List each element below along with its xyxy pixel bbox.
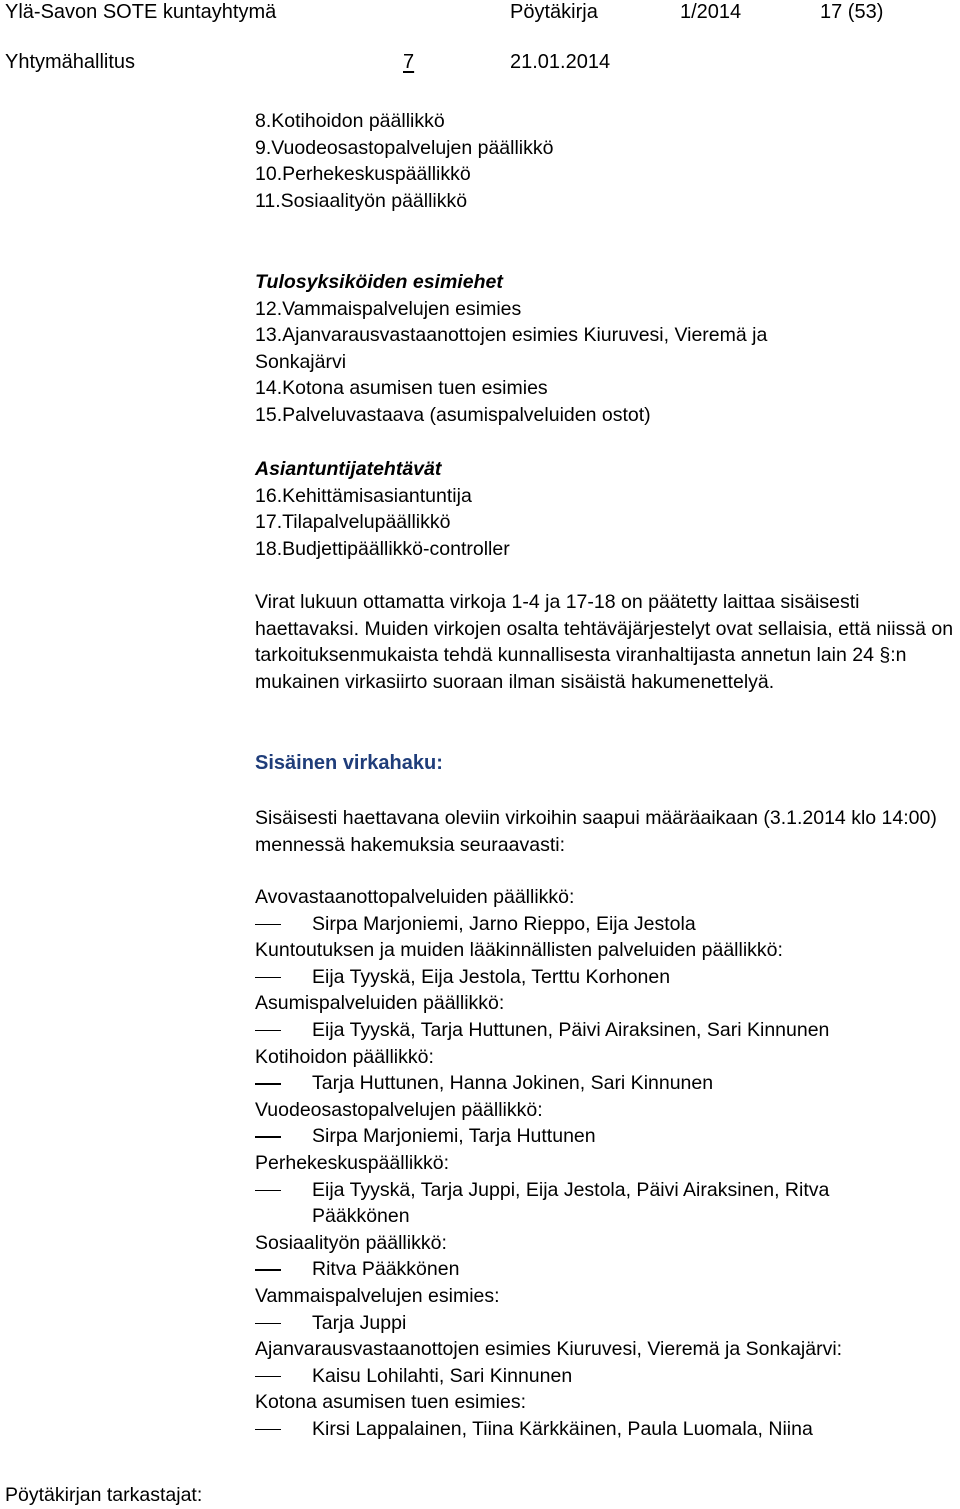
applications-intro: Sisäisesti haettavana oleviin virkoihin saapui määräaikaan (3.1.2014 klo 14:00) mennessä hakemuksia seuraavasti:: [255, 807, 937, 856]
list-item: Sonkajärvi: [255, 350, 347, 373]
minutes-inspectors-label: Pöytäkirjan tarkastajat:: [5, 1484, 203, 1506]
applicants-list: [255, 884, 955, 1442]
applicant-names: Eija Tyyskä, Tarja Huttunen, Päivi Airaksinen, Sari Kinnunen: [255, 1017, 955, 1044]
governing-body: Yhtymähallitus: [5, 51, 136, 73]
page-number: 17 (53): [820, 1, 884, 23]
list-item: 8.Kotihoidon päällikkö: [255, 110, 445, 132]
unit-managers-list: [255, 269, 955, 429]
applicant-names: Sirpa Marjoniemi, Jarno Rieppo, Eija Jestola: [255, 911, 955, 938]
applicant-names: Ritva Pääkkönen: [255, 1256, 955, 1283]
applicant-role: Kuntoutuksen ja muiden lääkinnällisten palveluiden päällikkö:: [255, 939, 783, 962]
list-top: [255, 108, 955, 214]
list-item: 10.Perhekeskuspäällikkö: [255, 163, 471, 186]
list-item: 11.Sosiaalityön päällikkö: [255, 189, 468, 212]
list-item: 14.Kotona asumisen tuen esimies: [255, 377, 548, 400]
document-type: Pöytäkirja: [510, 1, 598, 23]
applicant-role: Vuodeosastopalvelujen päällikkö:: [255, 1098, 543, 1121]
applicant-names: Kirsi Lappalainen, Tiina Kärkkäinen, Paula Luomala, Niina: [255, 1416, 955, 1443]
dash-bullet: [255, 1269, 281, 1271]
list-item: 12.Vammaispalvelujen esimies: [255, 297, 522, 320]
dash-bullet: [255, 1376, 281, 1378]
applicant-role: Vammaispalvelujen esimies:: [255, 1284, 500, 1307]
applicant-role: Sosiaalityön päällikkö:: [255, 1231, 447, 1254]
list-item: 13.Ajanvarausvastaanottojen esimies Kiuruvesi, Vieremä ja: [255, 324, 768, 347]
decision-paragraph: Virat lukuun ottamatta virkoja 1-4 ja 17-18 on päätetty laittaa sisäisesti haettavaksi. Muiden virkojen osalta tehtäväjärjestelyt ovat sellaisia, että niissä on tarkoituksenmukaista tehdä kunnallisesta viranhaltijasta annetun lain 24 §:n mukainen virkasiirto suoraan ilman sisäistä hakumenettelyä.: [255, 591, 954, 693]
applicant-names: Tarja Juppi: [255, 1310, 955, 1337]
dash-bullet: [255, 1136, 281, 1138]
list-item: 17.Tilapalvelupäällikkö: [255, 511, 451, 534]
section-title: Sisäinen virkahaku:: [255, 752, 443, 774]
applicant-names: Kaisu Lohilahti, Sari Kinnunen: [255, 1363, 955, 1390]
list-item: 16.Kehittämisasiantuntija: [255, 484, 472, 507]
list-item: 15.Palveluvastaava (asumispalveluiden ostot): [255, 403, 651, 426]
applicant-role: Kotona asumisen tuen esimies:: [255, 1391, 526, 1414]
dash-bullet: [255, 1083, 281, 1085]
dash-bullet: [255, 1323, 281, 1325]
document-number: 1/2014: [680, 1, 742, 23]
applicant-role: Ajanvarausvastaanottojen esimies Kiuruvesi, Vieremä ja Sonkajärvi:: [255, 1338, 843, 1361]
dash-bullet: [255, 1030, 281, 1032]
applicant-names: Eija Tyyskä, Tarja Juppi, Eija Jestola, Päivi Airaksinen, Ritva Pääkkönen: [255, 1177, 912, 1230]
dash-bullet: [255, 1429, 281, 1431]
expert-roles-list: [255, 456, 955, 562]
applicant-names: Tarja Huttunen, Hanna Jokinen, Sari Kinnunen: [255, 1070, 955, 1097]
applicant-role: Avovastaanottopalveluiden päällikkö:: [255, 886, 575, 908]
dash-bullet: [255, 924, 281, 926]
expert-roles-heading: Asiantuntijatehtävät: [255, 458, 442, 480]
dash-bullet: [255, 977, 281, 979]
unit-managers-heading: Tulosyksiköiden esimiehet: [255, 271, 503, 293]
applicant-role: Kotihoidon päällikkö:: [255, 1045, 434, 1068]
dash-bullet: [255, 1190, 281, 1192]
applicant-names: Eija Tyyskä, Eija Jestola, Terttu Korhonen: [255, 964, 955, 991]
list-item: 9.Vuodeosastopalvelujen päällikkö: [255, 136, 554, 159]
section-number: 7: [403, 51, 415, 73]
applicant-role: Asumispalveluiden päällikkö:: [255, 992, 505, 1015]
applicant-role: Perhekeskuspäällikkö:: [255, 1151, 450, 1174]
list-item: 18.Budjettipäällikkö-controller: [255, 537, 510, 560]
organization-name: Ylä-Savon SOTE kuntayhtymä: [5, 1, 277, 23]
meeting-date: 21.01.2014: [510, 51, 611, 73]
applicant-names: Sirpa Marjoniemi, Tarja Huttunen: [255, 1123, 955, 1150]
